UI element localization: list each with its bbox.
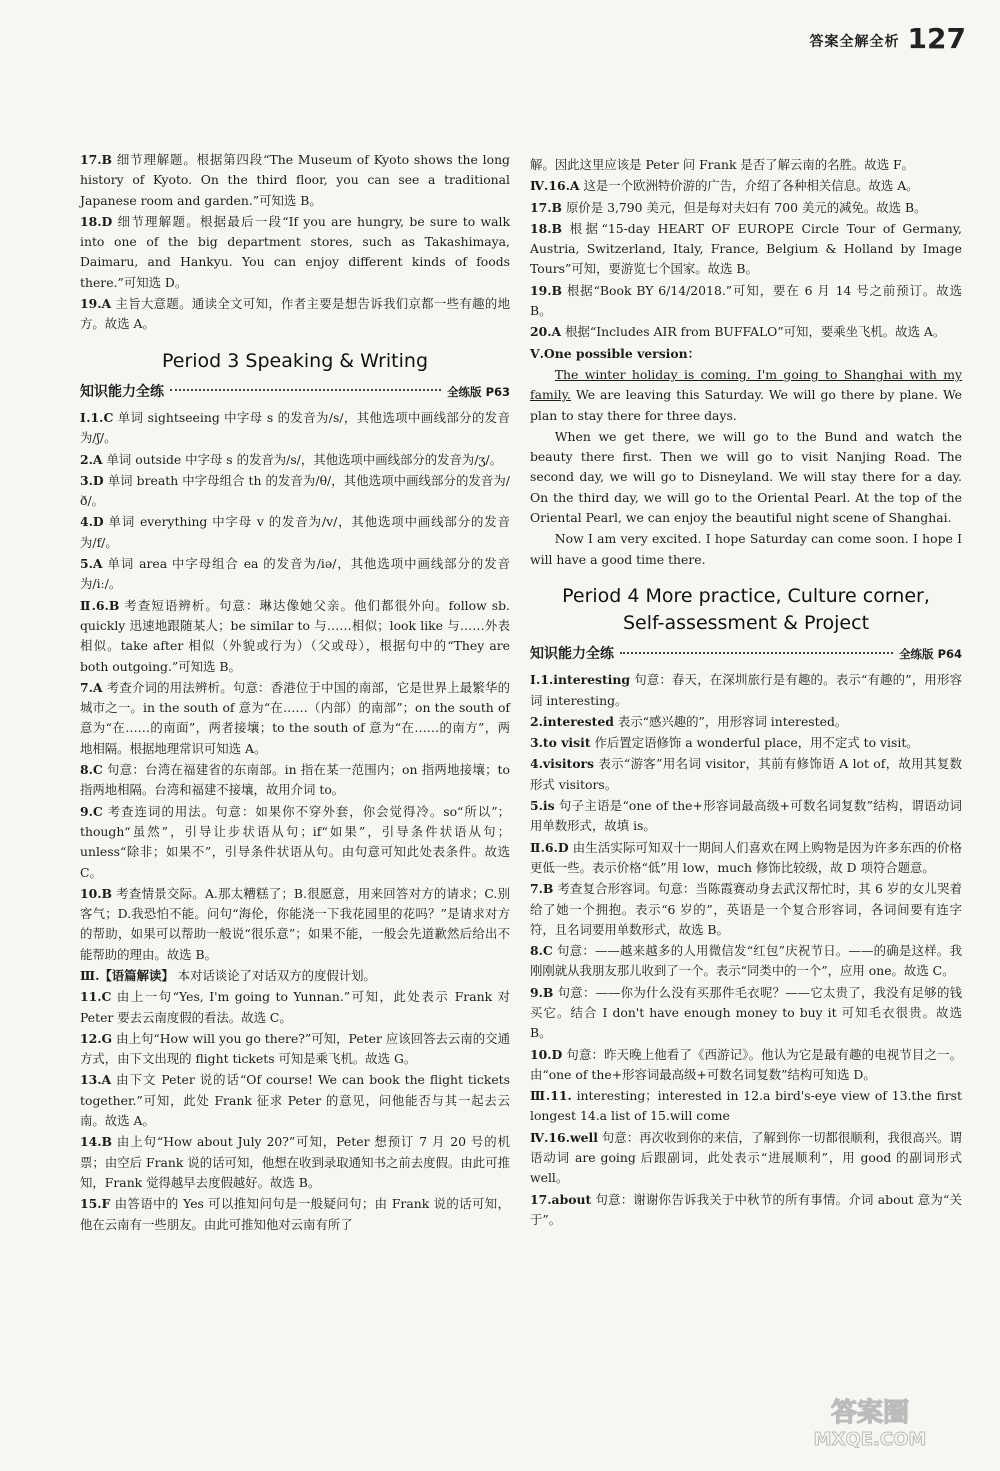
- answer-explanation: 句意：春天，在深圳旅行是有趣的。表示“有趣的”，用形容词 interesting。: [530, 672, 962, 708]
- answer-key: Ⅲ.11.: [530, 1088, 572, 1104]
- right-items: [530, 670, 962, 1230]
- answer-explanation: 根据“15-day HEART OF EUROPE Circle Tour of Germany, Austria, Switzerland, Italy, France, Belgium & Holland by Image Tours”可知，要游览七个国家。故选 B。: [530, 220, 962, 277]
- answer-key: Ⅰ.1.interesting: [530, 672, 631, 688]
- section-ref: 全练版 P63: [447, 384, 510, 399]
- answer-key: 18.D: [80, 213, 113, 229]
- answer-explanation: 本对话谈论了对话双方的度假计划。: [177, 967, 376, 983]
- answer-explanation: 句子主语是“one of the+形容词最高级+可数名词复数”结构，谓语动词用单数形式，故填 is。: [530, 798, 962, 834]
- answer-explanation: 解。因此这里应该是 Peter 问 Frank 是否了解云南的名胜。故选 F。: [530, 157, 915, 172]
- answer-item: [530, 155, 962, 175]
- answer-key: 19.B: [530, 282, 563, 298]
- answer-explanation: 细节理解题。根据第四段“The Museum of Kyoto shows the long history of Kyoto. On the third floor, you can see a traditional Japanese room and garden.”可知选 B。: [80, 152, 510, 208]
- answer-item: [530, 281, 962, 322]
- answer-key: 3.D: [80, 472, 104, 488]
- answer-explanation: 由上句“How about July 20?”可知，Peter 想预订 7 月 20 号的机票；由空后 Frank 说的话可知，他想在收到录取通知书之前去度假。由此可推知，Frank 觉得越早去度假越好。故选 B。: [80, 1134, 510, 1190]
- answer-key: 17.B: [530, 199, 563, 215]
- answer-item: [530, 198, 962, 218]
- answer-item: [530, 1086, 962, 1127]
- right-column: [530, 155, 962, 1231]
- answer-key: 17.about: [530, 1191, 592, 1207]
- answer-explanation: 由上句“How will you go there?”可知，Peter 应该回答去云南的交通方式，由下文出现的 flight tickets 可知是乘飞机。故选 G。: [80, 1030, 510, 1067]
- answer-item: [80, 966, 510, 986]
- answer-explanation: 根据“Includes AIR from BUFFALO”可知，要乘坐飞机。故选 A。: [565, 324, 946, 340]
- period-4-title-line1: Period 4 More practice, Culture corner,: [562, 584, 930, 607]
- answer-key: 7.B: [530, 881, 554, 897]
- answer-explanation: 句意：昨天晚上他看了《西游记》。他认为它是最有趣的电视节目之一。由“one of the+形容词最高级+可数名词复数”结构可知选 D。: [530, 1046, 962, 1082]
- answer-explanation: 表示“感兴趣的”，用形容词 interested。: [617, 713, 848, 729]
- answer-explanation: 句意：谢谢你告诉我关于中秋节的所有事情。介词 about 意为“关于”。: [530, 1191, 962, 1227]
- answer-item: [80, 512, 510, 553]
- answer-key: 17.B: [80, 152, 113, 167]
- answer-item: [530, 712, 962, 732]
- essay-p1-rest: We are leaving this Saturday. We will go there by plane. We plan to stay there for three days.: [530, 387, 962, 423]
- answer-key: 14.B: [80, 1134, 113, 1150]
- page-header: [810, 22, 966, 55]
- answer-explanation: 单词 sightseeing 中字母 s 的发音为/s/，其他选项中画线部分的发音为/ʃ/。: [80, 409, 510, 446]
- answer-item: [530, 1190, 962, 1231]
- answer-item: [80, 471, 510, 512]
- answer-item: [530, 322, 962, 342]
- answer-explanation: 句意：——越来越多的人用微信发“红包”庆祝节日。——的确是这样。我刚刚就从我朋友那儿收到了一个。表示“同类中的一个”，应用 one。故选 C。: [530, 943, 962, 979]
- answer-item: [530, 838, 962, 879]
- section-title: 知识能力全练: [80, 383, 164, 400]
- answer-key: 18.B: [530, 220, 563, 236]
- answer-key: 13.A: [80, 1072, 112, 1088]
- answer-explanation: 表示“游客”用名词 visitor，其前有修饰语 A lot of，故用其复数形式 visitors。: [530, 756, 962, 792]
- section-title: 知识能力全练: [530, 645, 614, 662]
- answer-item: [80, 802, 510, 883]
- answer-explanation: 考查情景交际。A.那太糟糕了；B.很愿意，用来回答对方的请求；C.别客气；D.我恐怕不能。问句“海伦，你能浇一下我花园里的花吗？”是请求对方的帮助，如果可以帮助一般说“很乐意”；如果不能，一般会先道歉然后给出不能帮助的理由。故选 B。: [80, 885, 510, 962]
- answer-explanation: 考查短语辨析。句意：琳达像她父亲。他们都很外向。follow sb. quickly 迅速地跟随某人；be similar to 与……相似；look like 与……外表相似。take after 相似（外貌或行为）（父或母），根据句中的“They are both outgoing.”可知选 B。: [80, 597, 510, 674]
- section-header-p64: [530, 644, 962, 664]
- answer-item: [80, 554, 510, 595]
- answer-explanation: 作后置定语修饰 a wonderful place，用不定式 to visit。: [594, 735, 919, 751]
- answer-explanation: 单词 everything 中字母 v 的发音为/v/，其他选项中画线部分的发音为/f/。: [80, 514, 510, 550]
- answer-key: Ⅰ.1.C: [80, 409, 114, 425]
- answer-item: [530, 879, 962, 940]
- answer-item: [530, 670, 962, 711]
- answer-explanation: 考查连词的用法。句意：如果你不穿外套，你会觉得冷。so“所以”；though“虽然”，引导让步状语从句；if“如果”，引导条件状语从句；unless“除非；如果不”，引导条件状语从句。由句意可知此处表条件。故选 C。: [80, 803, 510, 880]
- answer-item: [80, 678, 510, 759]
- answer-explanation: 原价是 3,790 美元，但是每对夫妇有 700 美元的减免。故选 B。: [565, 199, 927, 215]
- answer-explanation: 这是一个欧洲特价游的广告，介绍了各种相关信息。故选 A。: [583, 178, 919, 194]
- answer-item: [80, 596, 510, 677]
- answer-key: 12.G: [80, 1030, 113, 1046]
- left-top-items: [80, 150, 510, 335]
- essay-paragraph-3: Now I am very excited. I hope Saturday can come soon. I hope I will have a good time there.: [530, 531, 962, 567]
- answer-explanation: 由上一句“Yes, I'm going to Yunnan.”可知，此处表示 Frank 对 Peter 要去云南度假的看法。故选 C。: [80, 989, 510, 1025]
- answer-item: [80, 408, 510, 449]
- answer-explanation: 句意：再次收到你的来信，了解到你一切都很顺利，我很高兴。谓语动词 are going 后跟副词，此处表示“进展顺利”，用 good 的副词形式 well。: [530, 1129, 962, 1186]
- answer-item: [530, 1045, 962, 1086]
- essay-paragraph-1: [530, 365, 962, 426]
- answer-item: [530, 983, 962, 1044]
- dotted-divider: [620, 651, 893, 654]
- essay: [530, 344, 962, 570]
- answer-key: 15.F: [80, 1196, 111, 1212]
- section-ref: 全练版 P64: [899, 646, 962, 661]
- header-label: 答案全解全析: [809, 34, 900, 50]
- answer-item: [80, 1132, 510, 1193]
- answer-key: Ⅳ.16.A: [530, 178, 580, 194]
- answer-item: [530, 733, 962, 753]
- section-header-p63: [80, 382, 510, 402]
- answer-key: Ⅱ.6.B: [80, 597, 120, 613]
- left-column: [80, 150, 510, 1236]
- answer-explanation: interesting；interested in 12.a bird's-eye view of 13.the first longest 14.a list of 15.will come: [530, 1088, 962, 1124]
- answer-key: 8.C: [530, 943, 553, 959]
- watermark-text-2: MXQE.COM: [813, 1429, 927, 1450]
- answer-key: 10.D: [530, 1046, 563, 1062]
- answer-key: 8.C: [80, 762, 103, 778]
- answer-key: 11.C: [80, 989, 112, 1005]
- answer-item: [80, 884, 510, 965]
- essay-underlined: The winter holiday is coming. I'm going to Shanghai with my family.: [530, 366, 962, 403]
- answer-key: 2.interested: [530, 713, 614, 729]
- answer-explanation: 考查复合形容词。句意：当陈霞赛动身去武汉帮忙时，其 6 岁的女儿哭着给了她一个拥抱。表示“6 岁的”，英语是一个复合形容词，各词间要有连字符，且名词要用单数形式，故选 B。: [530, 881, 962, 937]
- watermark-text-1: 答案圈: [830, 1398, 910, 1428]
- period-4-title-line2: Self-assessment & Project: [622, 611, 870, 634]
- answer-item: [530, 176, 962, 196]
- answer-item: [80, 212, 510, 293]
- answer-explanation: 由生活实际可知双十一期间人们喜欢在网上购物是因为许多东西的价格更低一些。表示价格“低”用 low，much 修饰比较级，故 D 项符合题意。: [530, 839, 962, 875]
- answer-item: [80, 760, 510, 801]
- answer-key: 3.to visit: [530, 735, 591, 751]
- answer-explanation: 细节理解题。根据最后一段“If you are hungry, be sure to walk into one of the big department stores, such as Takashimaya, Daimaru, and Hankyu. You can enjoy different kinds of foods there.”可知选 D。: [80, 213, 510, 290]
- answer-item: [80, 450, 510, 470]
- answer-item: [80, 294, 510, 335]
- answer-key: 19.A: [80, 296, 112, 312]
- left-items: [80, 408, 510, 1235]
- answer-key: Ⅳ.16.well: [530, 1129, 598, 1145]
- answer-key: 4.visitors: [530, 756, 595, 772]
- answer-item: [80, 150, 510, 211]
- answer-explanation: 根据“Book BY 6/14/2018.”可知，要在 6 月 14 号之前预订。故选 B。: [530, 282, 962, 319]
- answer-key: 10.B: [80, 885, 113, 901]
- answer-key: 9.C: [80, 803, 103, 819]
- answer-item: [80, 1070, 510, 1131]
- page-number: 127: [907, 22, 966, 55]
- answer-explanation: 由下文 Peter 说的话“Of course! We can book the flight tickets together.”可知，此处 Frank 征求 Peter 的意见，问他能否与其一起去云南。故选 A。: [80, 1072, 510, 1129]
- answer-explanation: 单词 outside 中字母 s 的发音为/s/，其他选项中画线部分的发音为/ʒ/。: [106, 451, 503, 467]
- right-top-items: [530, 155, 962, 343]
- answer-key: 4.D: [80, 514, 104, 530]
- answer-explanation: 单词 breath 中字母组合 th 的发音为/θ/，其他选项中画线部分的发音为/ð/。: [80, 472, 510, 509]
- answer-explanation: 句意：——你为什么没有买那件毛衣呢？——它太贵了，我没有足够的钱买它。结合 I don't have enough money to buy it 可知毛衣很贵。故选 B。: [530, 984, 962, 1041]
- answer-key: Ⅲ.【语篇解读】: [80, 967, 174, 983]
- answer-explanation: 由答语中的 Yes 可以推知问句是一般疑问句；由 Frank 说的话可知，他在云南有一些朋友。由此可推知他对云南有所了: [80, 1196, 510, 1232]
- answer-key: Ⅱ.6.D: [530, 839, 569, 855]
- period-3-title: Period 3 Speaking & Writing: [162, 349, 428, 372]
- answer-item: [530, 1128, 962, 1189]
- answer-explanation: 考查介词的用法辨析。句意：香港位于中国的南部，它是世界上最繁华的城市之一。in the south of 意为“在……（内部）的南部”；on the south of 意为“在……的南面”，两者接壤；to the south of 意为“在……的南方”，两地相隔。根据地理常识可知选 A。: [80, 679, 510, 756]
- essay-label: Ⅴ.One possible version：: [530, 345, 701, 361]
- answer-explanation: 句意：台湾在福建省的东南部。in 指在某一范围内；on 指两地接壤；to 指两地相隔。台湾和福建不接壤，故用介词 to。: [80, 762, 510, 798]
- answer-explanation: 主旨大意题。通读全文可知，作者主要是想告诉我们京都一些有趣的地方。故选 A。: [80, 296, 510, 332]
- answer-key: 7.A: [80, 679, 103, 695]
- essay-paragraph-2: When we get there, we will go to the Bund and watch the beauty there first. Then we will go to visit Nanjing Road. The second day, we will go to Disneyland. We will stay there for a day. On the third day, we will go to the Oriental Pearl. At the top of the Oriental Pearl, we can enjoy the beautiful night scene of Shanghai.: [530, 428, 962, 526]
- answer-item: [80, 987, 510, 1028]
- answer-item: [80, 1029, 510, 1070]
- answer-key: 5.is: [530, 798, 555, 814]
- answer-key: 5.A: [80, 556, 103, 572]
- dotted-divider: [170, 388, 441, 391]
- answer-key: 20.A: [530, 324, 562, 340]
- answer-key: 9.B: [530, 984, 554, 1000]
- answer-item: [530, 754, 962, 795]
- answer-key: 2.A: [80, 451, 103, 467]
- answer-item: [530, 796, 962, 837]
- answer-explanation: 单词 area 中字母组合 ea 的发音为/iə/，其他选项中画线部分的发音为/iː/。: [80, 556, 510, 592]
- answer-item: [530, 219, 962, 280]
- watermark-logo: [770, 1391, 970, 1451]
- answer-item: [80, 1194, 510, 1235]
- answer-item: [530, 941, 962, 982]
